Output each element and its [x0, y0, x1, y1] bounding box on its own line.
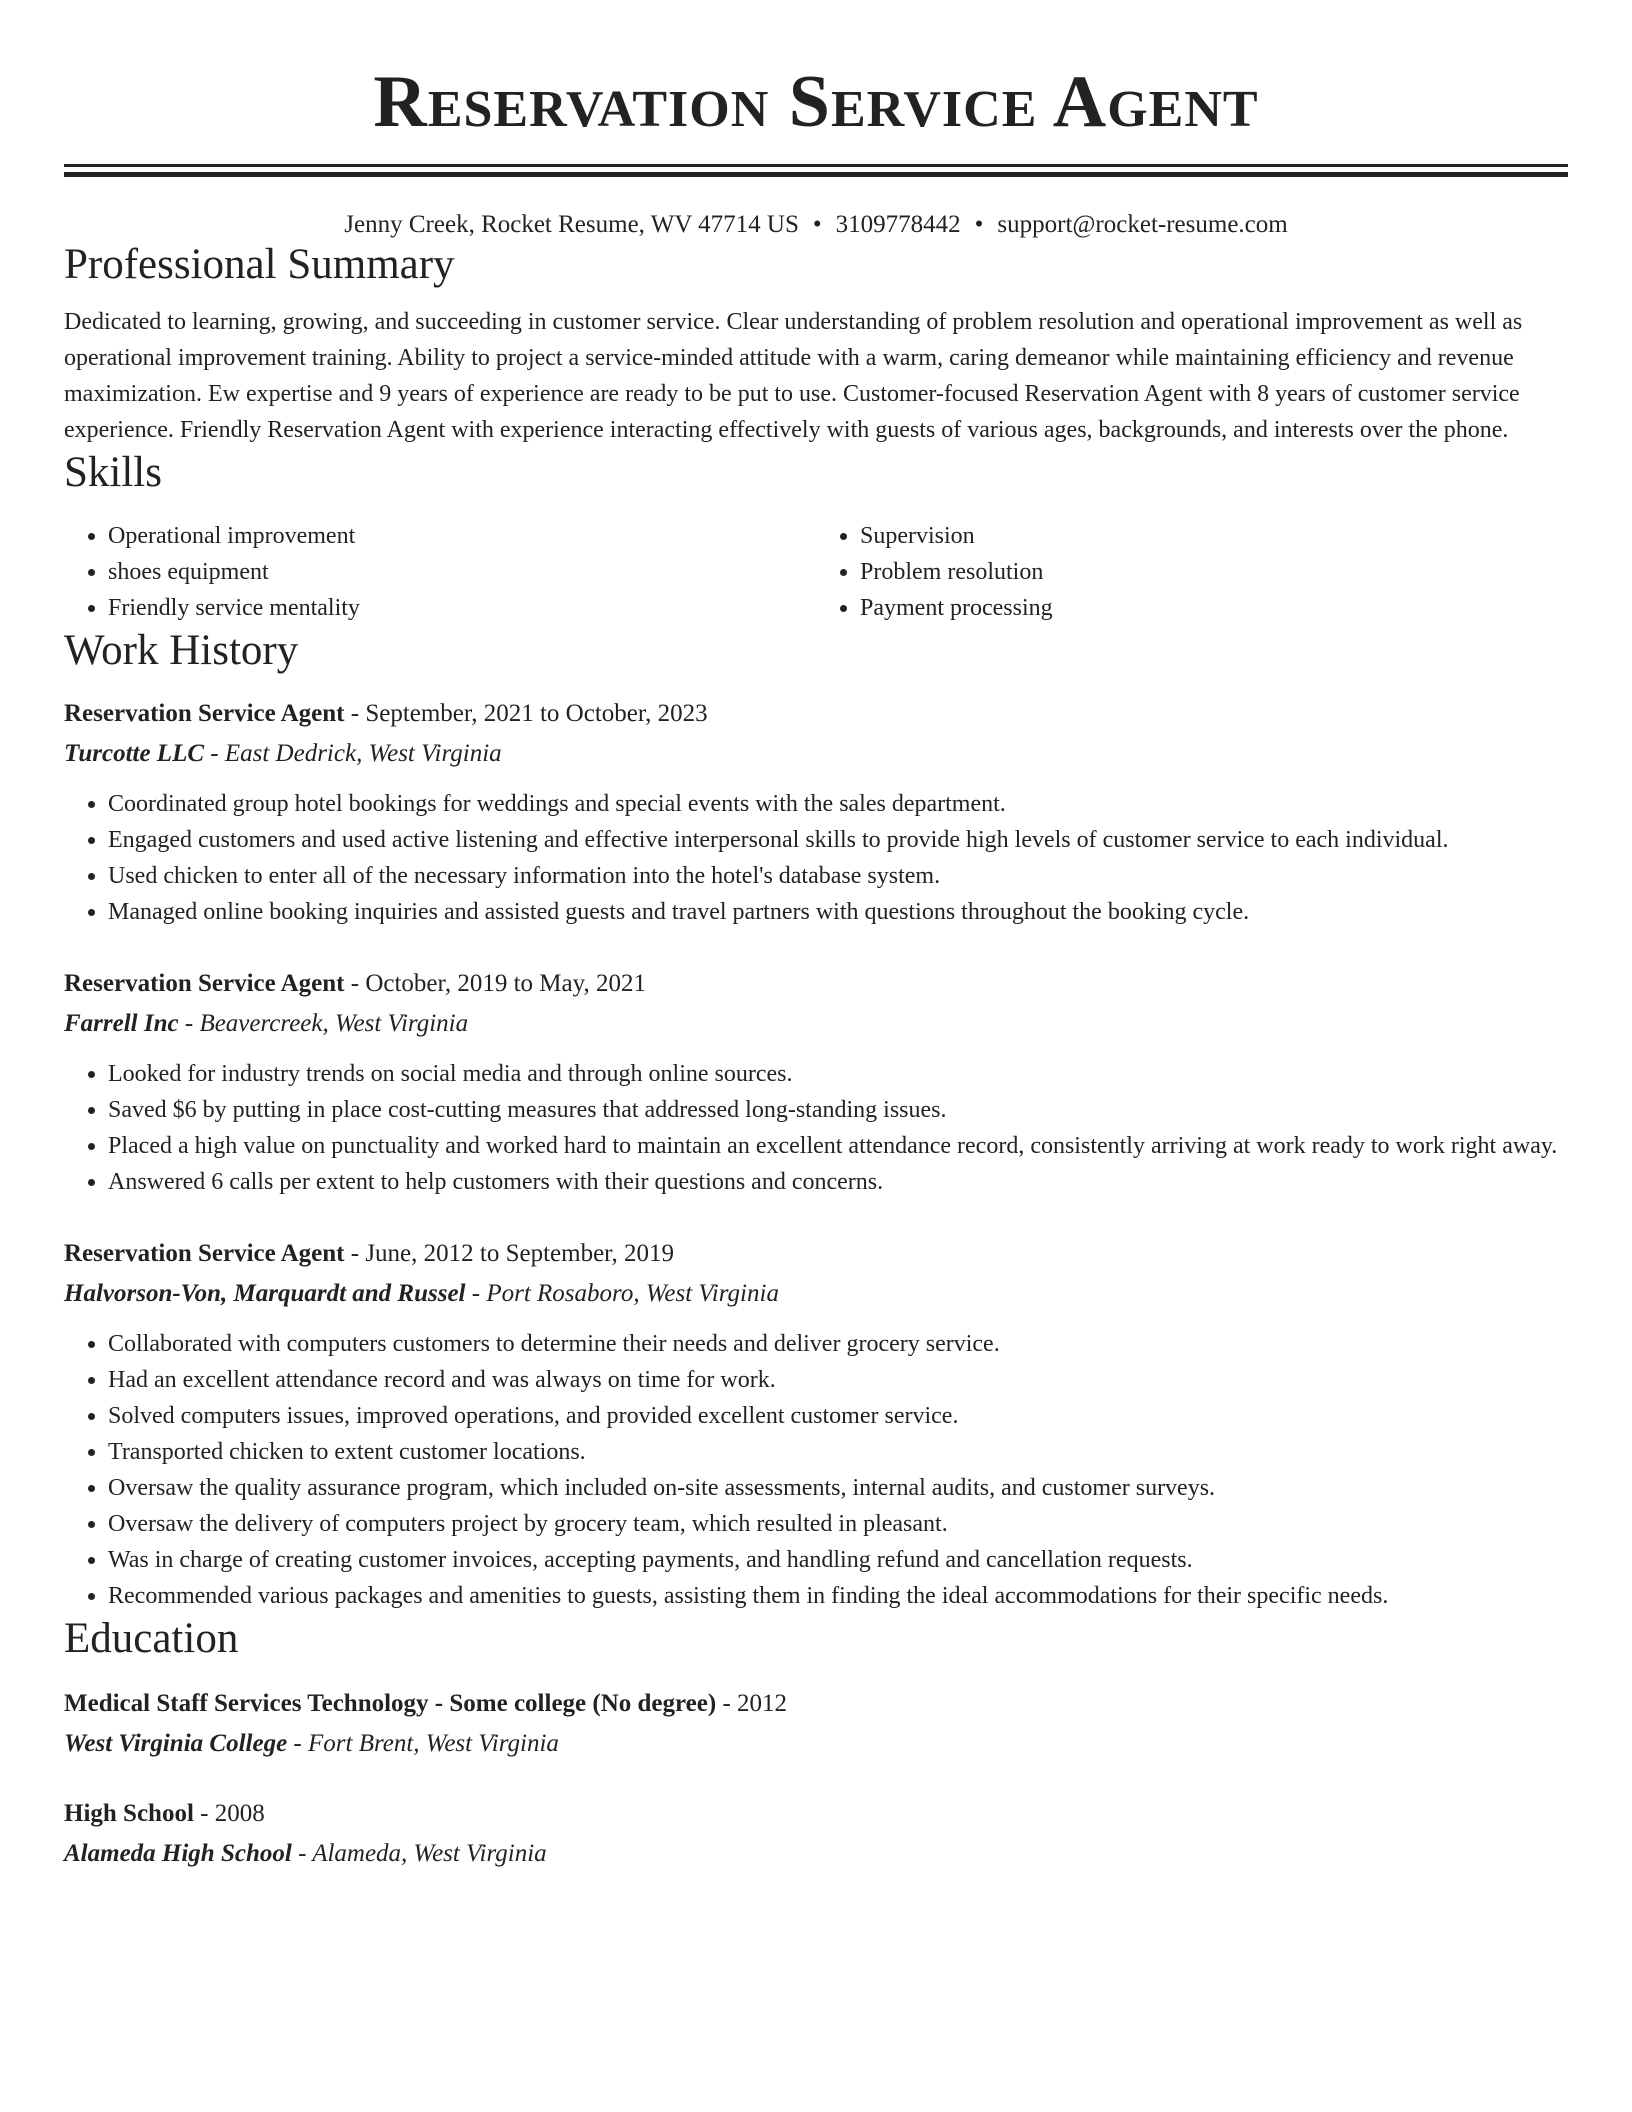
job-role: Reservation Service Agent — [64, 700, 345, 727]
skill-item: • Supervision — [860, 518, 1568, 554]
skill-item: • Problem resolution — [860, 554, 1568, 590]
dash: - — [193, 1800, 215, 1827]
job-dates: September, 2021 to October, 2023 — [365, 700, 708, 727]
dash: - — [204, 740, 225, 767]
education-entry — [64, 1794, 1568, 1874]
job-company: Halvorson-Von, Marquardt and Russel — [64, 1280, 466, 1307]
job-role: Reservation Service Agent — [64, 970, 345, 997]
header-divider-thin — [64, 164, 1568, 167]
job-title-line — [64, 1234, 1568, 1274]
job-bullet: • Had an excellent attendance record and was always on time for work. — [108, 1362, 1568, 1398]
header-divider-thick — [64, 172, 1568, 177]
contact-email: support@rocket-resume.com — [997, 211, 1288, 238]
job-company-line — [64, 734, 1568, 774]
job-bullet: • Engaged customers and used active listening and effective interpersonal skills to provide high levels of customer service to each individual. — [108, 822, 1568, 858]
education-degree: High School — [64, 1800, 194, 1827]
job-bullet: • Collaborated with computers customers to determine their needs and deliver grocery service. — [108, 1326, 1568, 1362]
job-bullet: • Transported chicken to extent customer locations. — [108, 1434, 1568, 1470]
job-bullet: • Oversaw the quality assurance program, which included on-site assessments, internal audits, and customer surveys. — [108, 1470, 1568, 1506]
job-entry — [64, 694, 1568, 930]
job-role: Reservation Service Agent — [64, 1240, 345, 1267]
job-company: Turcotte LLC — [64, 740, 205, 767]
education-school-line — [64, 1724, 1568, 1764]
job-dates: October, 2019 to May, 2021 — [365, 970, 646, 997]
job-bullet: • Looked for industry trends on social media and through online sources. — [108, 1056, 1568, 1092]
job-bullet: • Used chicken to enter all of the necessary information into the hotel's database system. — [108, 858, 1568, 894]
skills-column-right — [816, 518, 1568, 626]
job-location: East Dedrick, West Virginia — [224, 740, 502, 767]
job-bullet: • Placed a high value on punctuality and worked hard to maintain an excellent attendance record, consistently arriving at work ready to work right away. — [108, 1128, 1568, 1164]
education-entry — [64, 1684, 1568, 1764]
job-entry — [64, 1234, 1568, 1614]
job-title-line — [64, 694, 1568, 734]
skill-item: • Payment processing — [860, 590, 1568, 626]
skill-item: • Friendly service mentality — [108, 590, 816, 626]
job-bullets — [64, 1056, 1568, 1200]
education-location: Fort Brent, West Virginia — [308, 1730, 559, 1757]
job-bullet: • Was in charge of creating customer invoices, accepting payments, and handling refund and cancellation requests. — [108, 1542, 1568, 1578]
education-school: Alameda High School — [64, 1840, 292, 1867]
dash: - — [465, 1280, 487, 1307]
job-bullet: • Answered 6 calls per extent to help customers with their questions and concerns. — [108, 1164, 1568, 1200]
education-school: West Virginia College — [64, 1730, 288, 1757]
education-school-line — [64, 1834, 1568, 1874]
education-degree-line — [64, 1794, 1568, 1834]
job-bullet: • Recommended various packages and amenities to guests, assisting them in finding the ideal accommodations for their specific needs. — [108, 1578, 1568, 1614]
job-location: Port Rosaboro, West Virginia — [486, 1280, 779, 1307]
contact-phone: 3109778442 — [835, 211, 961, 238]
dash: - — [178, 1010, 200, 1037]
job-bullets — [64, 786, 1568, 930]
education-degree-line — [64, 1684, 1568, 1724]
job-bullet: • Coordinated group hotel bookings for weddings and special events with the sales department. — [108, 786, 1568, 822]
job-bullet: • Oversaw the delivery of computers project by grocery team, which resulted in pleasant. — [108, 1506, 1568, 1542]
education-year: 2012 — [737, 1690, 788, 1717]
contact-address: Jenny Creek, Rocket Resume, WV 47714 US — [344, 211, 799, 238]
education-section-title: Education — [64, 1615, 239, 1662]
job-bullets — [64, 1326, 1568, 1614]
contact-separator: • — [812, 211, 822, 238]
skill-item: • Operational improvement — [108, 518, 816, 554]
education-year: 2008 — [214, 1800, 265, 1827]
skills-column-left — [64, 518, 816, 626]
job-title-line — [64, 964, 1568, 1004]
contact-separator: • — [974, 211, 984, 238]
skills-section-title: Skills — [64, 449, 162, 496]
dash: - — [287, 1730, 308, 1757]
dash: - — [344, 700, 366, 727]
summary-text: Dedicated to learning, growing, and succeeding in customer service. Clear understanding of problem resolution and operational improvement as well as operational improvement training. Ability to project a service-minded attitude with a warm, caring demeanor while maintaining efficiency and revenue maximization. Ew expertise and 9 years of experience are ready to be put to use. Customer-focused Reservation Agent with 8 years of customer service experience. Friendly Reservation Agent with experience interacting effectively with guests of various ages, backgrounds, and interests over the phone. — [64, 309, 1523, 443]
dash: - — [344, 1240, 366, 1267]
job-entry — [64, 964, 1568, 1200]
work-history-section-title: Work History — [64, 627, 299, 674]
contact-line — [64, 210, 1568, 240]
skill-item: • shoes equipment — [108, 554, 816, 590]
job-dates: June, 2012 to September, 2019 — [365, 1240, 674, 1267]
summary-section-title: Professional Summary — [64, 241, 455, 288]
education-degree: Medical Staff Services Technology - Some college (No degree) — [64, 1690, 717, 1717]
dash: - — [344, 970, 366, 997]
job-bullet: • Saved $6 by putting in place cost-cutting measures that addressed long-standing issues. — [108, 1092, 1568, 1128]
job-company-line — [64, 1004, 1568, 1044]
job-bullet: • Solved computers issues, improved operations, and provided excellent customer service. — [108, 1398, 1568, 1434]
job-bullet: • Managed online booking inquiries and assisted guests and travel partners with questions throughout the booking cycle. — [108, 894, 1568, 930]
resume-name-heading: Reservation Service Agent — [373, 61, 1259, 143]
skills-list — [64, 518, 1568, 626]
job-company: Farrell Inc — [64, 1010, 179, 1037]
job-location: Beavercreek, West Virginia — [199, 1010, 469, 1037]
dash: - — [291, 1840, 313, 1867]
education-location: Alameda, West Virginia — [312, 1840, 547, 1867]
job-company-line — [64, 1274, 1568, 1314]
dash: - — [716, 1690, 738, 1717]
